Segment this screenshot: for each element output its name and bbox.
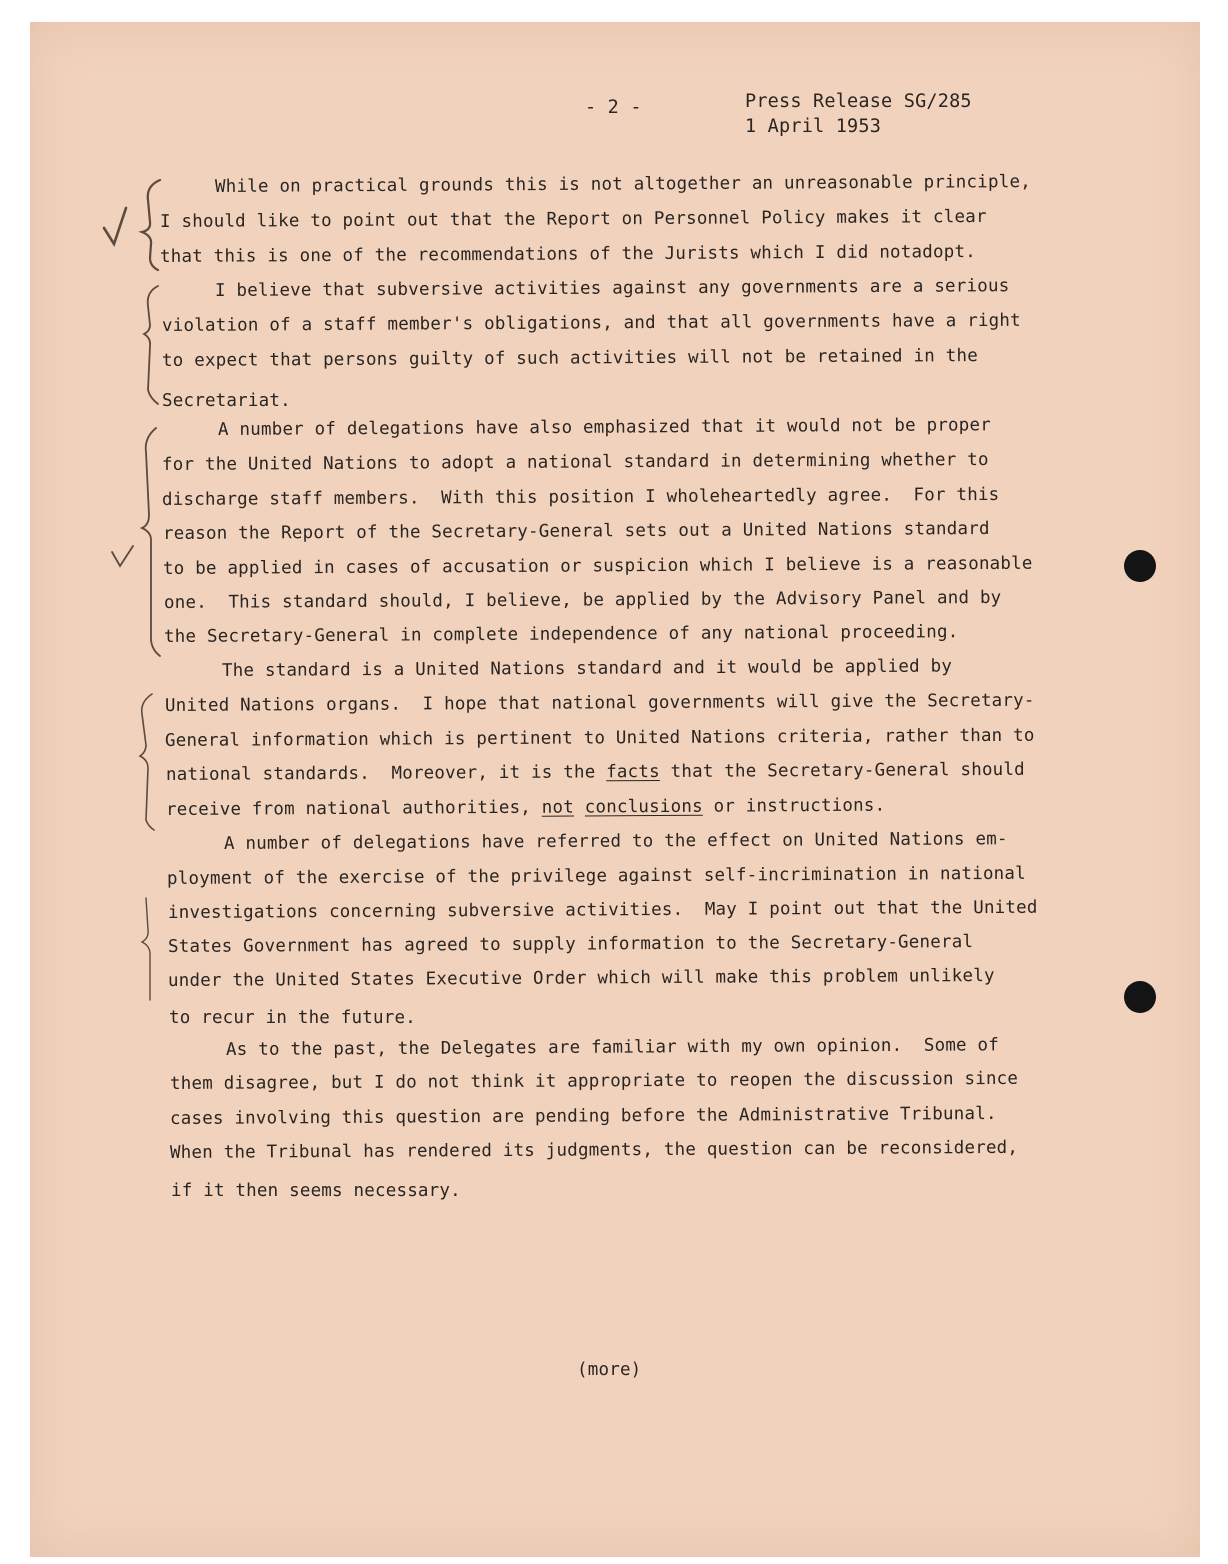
underlined-facts: facts bbox=[606, 761, 660, 783]
continuation-marker: (more) bbox=[577, 1360, 642, 1380]
paragraph-4-line-5-gap bbox=[574, 797, 585, 817]
paragraph-5-line-2: ployment of the exercise of the privilege against self-incrimination in national bbox=[166, 863, 1026, 889]
paragraph-4-line-4-tail: that the Secretary-General should bbox=[659, 759, 1025, 782]
release-id: Press Release SG/285 bbox=[745, 91, 972, 112]
punch-hole-upper bbox=[1124, 550, 1156, 582]
underlined-conclusions: conclusions bbox=[584, 796, 703, 818]
paragraph-3-line-4: reason the Report of the Secretary-General sets out a United Nations standard bbox=[162, 518, 990, 544]
paragraph-6-line-5: if it then seems necessary. bbox=[171, 1181, 461, 1201]
paragraph-3-line-2: for the United Nations to adopt a national standard in determining whether to bbox=[161, 449, 989, 475]
underlined-not: not bbox=[541, 797, 575, 818]
paragraph-5-line-4: States Government has agreed to supply information to the Secretary-General bbox=[167, 932, 974, 957]
punch-hole-lower bbox=[1124, 981, 1156, 1013]
paragraph-3-line-7: the Secretary-General in complete independence of any national proceeding. bbox=[163, 622, 959, 647]
paragraph-1-line-1: While on practical grounds this is not altogether an unreasonable principle, bbox=[214, 172, 1031, 197]
paragraph-3-line-1: A number of delegations have also emphasized that it would not be proper bbox=[217, 415, 992, 440]
paragraph-5-line-6: to recur in the future. bbox=[169, 1008, 416, 1028]
paragraph-5-line-3: investigations concerning subversive activities. May I point out that the United bbox=[167, 897, 1038, 923]
paragraph-3-line-3: discharge staff members. With this position I wholeheartedly agree. For this bbox=[161, 484, 1000, 510]
paragraph-4-line-3: General information which is pertinent to United Nations criteria, rather than to bbox=[164, 725, 1035, 751]
paragraph-5-line-5: under the United States Executive Order which will make this problem unlikely bbox=[167, 965, 995, 991]
paragraph-4-line-5-tail: or instructions. bbox=[702, 795, 886, 817]
paragraph-2-line-4: Secretariat. bbox=[162, 391, 291, 411]
release-date: 1 April 1953 bbox=[745, 116, 882, 137]
paragraph-1-line-2: I should like to point out that the Report on Personnel Policy makes it clear bbox=[159, 206, 987, 232]
paragraph-1-line-3: that this is one of the recommendations of the Jurists which I did notadopt. bbox=[159, 242, 976, 267]
paragraph-6-line-3: cases involving this question are pending before the Administrative Tribunal. bbox=[169, 1103, 997, 1129]
paragraph-2-line-3: to expect that persons guilty of such activities will not be retained in the bbox=[161, 346, 978, 371]
paragraph-5-line-1: A number of delegations have referred to the effect on United Nations em- bbox=[223, 829, 1008, 854]
paragraph-2-line-1: I believe that subversive activities against any governments are a serious bbox=[214, 276, 1010, 301]
paragraph-4-line-4-text: national standards. Moreover, it is the bbox=[165, 762, 607, 785]
paragraph-4-line-1: The standard is a United Nations standard and it would be applied by bbox=[221, 656, 953, 681]
paragraph-4-line-2: United Nations organs. I hope that national governments will give the Secretary- bbox=[164, 690, 1035, 716]
paragraph-6-line-1: As to the past, the Delegates are familiar with my own opinion. Some of bbox=[225, 1035, 1000, 1060]
page-number: - 2 - bbox=[585, 97, 642, 118]
paragraph-4-line-5-text: receive from national authorities, bbox=[165, 797, 542, 820]
paragraph-2-line-2: violation of a staff member's obligations, and that all governments have a right bbox=[161, 310, 1021, 336]
paragraph-6-line-2: them disagree, but I do not think it appropriate to reopen the discussion since bbox=[169, 1068, 1019, 1094]
paragraph-6-line-4: When the Tribunal has rendered its judgments, the question can be reconsidered, bbox=[169, 1137, 1019, 1163]
paragraph-3-line-6: one. This standard should, I believe, be applied by the Advisory Panel and by bbox=[163, 587, 1002, 613]
paragraph-3-line-5: to be applied in cases of accusation or suspicion which I believe is a reasonable bbox=[162, 553, 1033, 579]
